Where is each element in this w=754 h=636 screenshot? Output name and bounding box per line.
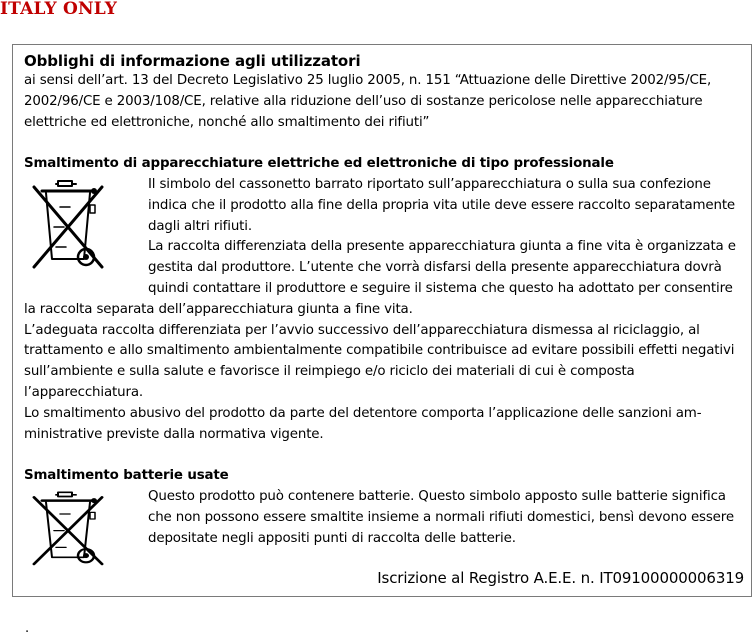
disposal-notice-box <box>12 44 752 636</box>
italy-only-header: ITALY ONLY <box>0 0 118 19</box>
battery-para: Questo prodotto può contenere batterie. Questo simbolo apposto sulle batterie significa che non possono essere smaltite insieme a normali rifiuti domestici, bensì devono essere depositate negli appositi punti di raccolta delle batterie. <box>148 488 734 546</box>
weee-para-recycling: L’adeguata raccolta differenziata per l’avvio successivo dell’apparecchiatura dismessa al riciclaggio, al trattamento e allo smaltimento ambientalmente compatibile contribuisce ad evitare possibili effetti negativi sull’ambiente e sulla salute e favorisce il reimpiego e/o riciclo dei materiali di cui è composta l’apparecchiatura. <box>24 322 735 400</box>
weee-heading: Smaltimento di apparecchiature elettriche ed elettroniche di tipo professionale <box>24 156 614 172</box>
weee-para-sanctions: Lo smaltimento abusivo del prodotto da parte del detentore comporta l’applicazione delle sanzioni am-ministrative previste dalla normativa vigente. <box>24 405 702 442</box>
notice-title: Obblighi di informazione agli utilizzatori <box>24 52 361 70</box>
battery-heading: Smaltimento batterie usate <box>24 468 229 484</box>
weee-para-symbol: Il simbolo del cassonetto barrato riportato sull’apparecchiatura o sulla sua confezione indica che il prodotto alla fine della propria vita utile deve essere raccolto separatamente dagli altri rifiuti. <box>148 176 736 234</box>
notice-content <box>24 51 744 589</box>
notice-intro: ai sensi dell’art. 13 del Decreto Legislativo 25 luglio 2005, n. 151 “Attuazione delle Direttive 2002/95/CE, 2002/96/CE e 2003/108/CE, relative alla riduzione dell’uso di sostanze pericolose nelle apparecchiature elettriche ed elettroniche, nonché allo smaltimento dei rifiuti” <box>24 73 712 130</box>
spacer <box>24 445 744 466</box>
weee-para-collection: La raccolta differenziata della presente apparecchiatura giunta a fine vita è organizzata e gestita dal produttore. L’utente che vorrà disfarsi della presente apparecchiatura dovrà quindi contattare il produttore e seguire il sistema che questo ha adottato per consentire la raccolta separata dell’apparecchiatura giunta a fine vita. <box>24 239 736 317</box>
crossed-out-wheelie-bin-icon <box>24 487 148 567</box>
crossed-out-wheelie-bin-icon <box>24 175 148 279</box>
trailing-mark: . <box>25 621 30 636</box>
spacer <box>24 133 744 154</box>
registration-number: Iscrizione al Registro A.E.E. n. IT09100000006319 <box>377 568 744 587</box>
